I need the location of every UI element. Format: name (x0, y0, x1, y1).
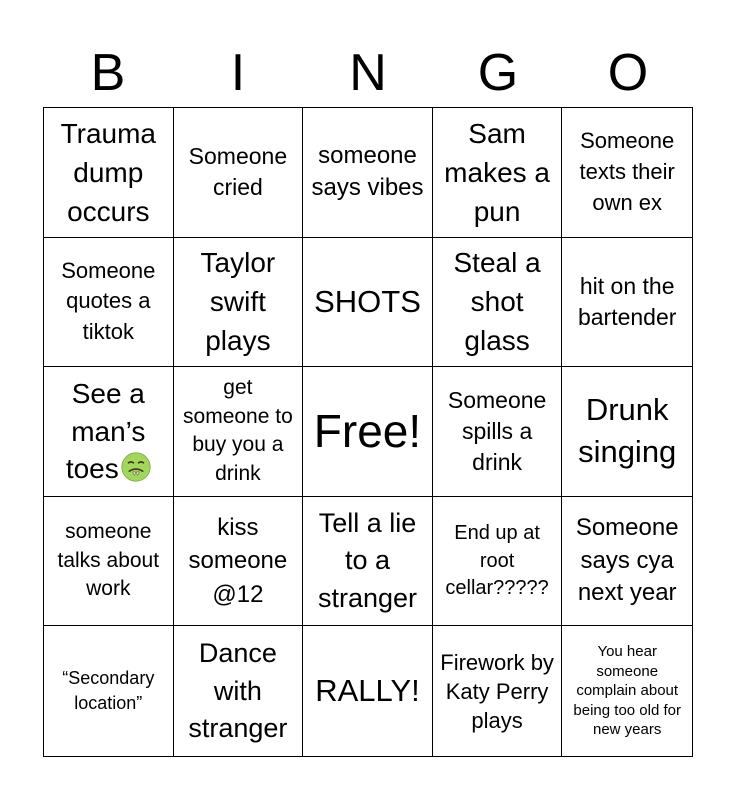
cell-label: Drunk singing (578, 391, 677, 470)
bingo-cell[interactable] (433, 238, 563, 368)
bingo-cell[interactable] (174, 497, 304, 627)
nauseated-face-emoji-icon (121, 452, 151, 482)
cell-label: hit on the bartender (577, 272, 677, 330)
cell-label: “Secondary location” (62, 668, 155, 714)
bingo-cell[interactable] (433, 108, 563, 238)
cell-label: See a man’s toes (65, 377, 146, 485)
bingo-cell[interactable] (44, 367, 174, 497)
bingo-header (43, 38, 693, 108)
bingo-cell[interactable] (433, 626, 563, 756)
bingo-cell[interactable] (433, 497, 563, 627)
cell-label: Someone cried (188, 143, 288, 201)
cell-label: You hear someone complain about being too old for new years (573, 643, 681, 739)
bingo-grid (43, 107, 693, 757)
bingo-cell[interactable] (303, 497, 433, 627)
bingo-cell[interactable] (44, 497, 174, 627)
bingo-cell[interactable] (44, 238, 174, 368)
cell-label: someone says vibes (311, 141, 424, 202)
cell-label: Someone quotes a tiktok (61, 257, 156, 345)
bingo-cell[interactable] (174, 108, 304, 238)
bingo-cell[interactable] (433, 367, 563, 497)
cell-label: someone talks about work (57, 520, 160, 601)
bingo-cell[interactable] (44, 108, 174, 238)
header-letter-n: N (349, 44, 387, 102)
cell-label: Taylor swift plays (200, 247, 276, 357)
cell-label: get someone to buy you a drink (183, 376, 293, 486)
bingo-cell[interactable] (303, 626, 433, 756)
bingo-cell[interactable] (562, 626, 692, 756)
cell-label: Free! (313, 404, 422, 457)
bingo-cell[interactable] (303, 108, 433, 238)
bingo-cell[interactable] (562, 238, 692, 368)
cell-label: Someone texts their own ex (579, 128, 675, 215)
cell-label: RALLY! (315, 673, 420, 709)
cell-label: Trauma dump occurs (60, 117, 157, 227)
bingo-cell[interactable] (174, 238, 304, 368)
bingo-cell[interactable] (303, 238, 433, 368)
header-letter-g: G (477, 44, 519, 102)
bingo-cell[interactable] (562, 108, 692, 238)
cell-label: Dance with stranger (188, 638, 288, 743)
header-letter-o: O (607, 44, 649, 102)
cell-label: End up at root cellar????? (445, 522, 549, 599)
cell-label: Steal a shot glass (453, 247, 541, 357)
header-letter-b: B (90, 44, 126, 102)
cell-label: Sam makes a pun (444, 117, 550, 227)
cell-label: Tell a lie to a stranger (317, 508, 418, 613)
cell-label: Someone spills a drink (447, 386, 547, 476)
cell-label: Someone says cya next year (575, 514, 679, 607)
cell-label: SHOTS (314, 283, 421, 319)
bingo-cell[interactable] (303, 367, 433, 497)
bingo-cell[interactable] (562, 497, 692, 627)
cell-label: Firework by Katy Perry plays (440, 649, 554, 733)
header-letter-i: I (230, 44, 246, 102)
bingo-cell[interactable] (174, 626, 304, 756)
bingo-cell[interactable] (44, 626, 174, 756)
bingo-cell[interactable] (174, 367, 304, 497)
cell-label: kiss someone @12 (188, 513, 288, 608)
bingo-cell[interactable] (562, 367, 692, 497)
